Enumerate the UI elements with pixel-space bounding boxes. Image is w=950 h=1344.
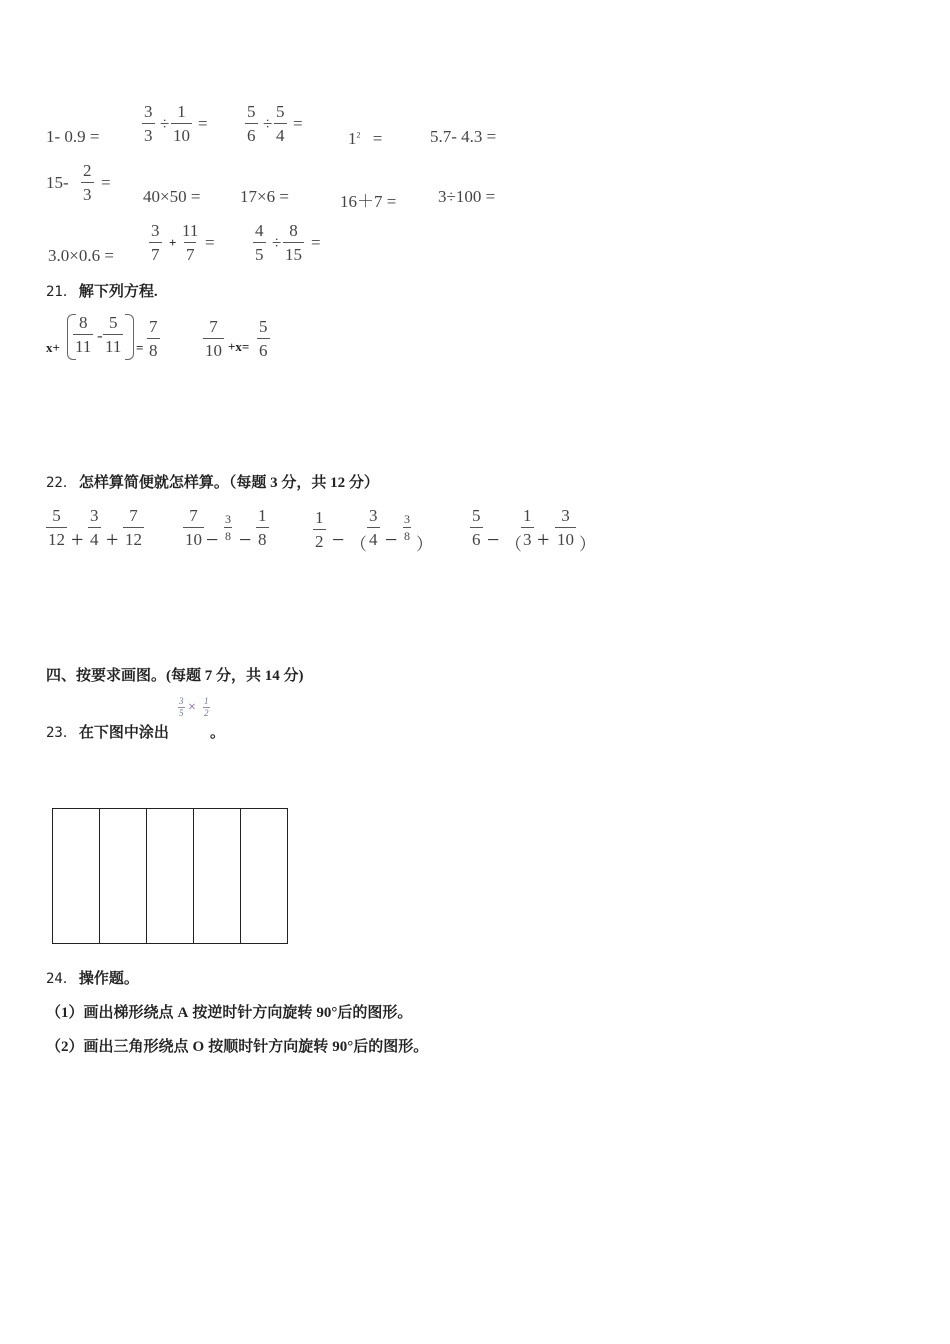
equation-prefix: x+ <box>46 340 60 355</box>
q23-heading <box>46 721 169 742</box>
left-paren: （ <box>350 535 367 554</box>
grid-cell[interactable] <box>147 809 194 943</box>
fraction-5-6: $\frac{5}{6}$ <box>259 317 268 360</box>
equals-sign: = <box>205 233 215 252</box>
question-text: 在下图中涂出 <box>78 725 169 741</box>
plus-sign: + <box>169 235 177 250</box>
fraction-5-4: $\frac{5}{4}$ <box>276 102 285 145</box>
fraction-7-8: $\frac{7}{8}$ <box>149 317 158 360</box>
q22-heading <box>46 471 379 492</box>
equals-sign: = <box>101 173 111 192</box>
q24-heading <box>46 967 139 988</box>
question-title: 操作题。 <box>78 971 139 987</box>
grid-cell[interactable] <box>241 809 287 943</box>
calc-3-div-100: 3÷100 = <box>438 187 496 206</box>
q21-heading <box>46 280 158 301</box>
fraction-1-3: $\frac{1}{3}$ <box>523 506 532 549</box>
item-prefix: （1）画出梯形绕点 <box>46 1005 174 1021</box>
question-title: 怎样算简便就怎样算。（每题 <box>78 475 267 491</box>
title-tail: 分） <box>348 475 379 491</box>
section-title: 四、按要求画图。(每题 <box>46 668 201 684</box>
angle-value: 90° <box>316 1005 338 1021</box>
minus-sign: − <box>487 527 500 552</box>
calc-3-0-times-0-6: 3.0×0.6 = <box>48 246 114 265</box>
fraction-3-4: $\frac{3}{4}$ <box>369 506 378 549</box>
fraction-3-3: $\frac{3}{3}$ <box>144 102 153 145</box>
power-base: 1 <box>348 129 357 148</box>
fraction-3-10: $\frac{3}{10}$ <box>557 506 574 549</box>
question-number: 24． <box>46 971 77 987</box>
fraction-5-6: $\frac{5}{6}$ <box>247 102 256 145</box>
sentence-end: 。 <box>210 725 226 741</box>
shading-grid[interactable] <box>52 808 288 944</box>
score-per-item: 7 <box>204 668 213 684</box>
fraction-7-12: $\frac{7}{12}$ <box>125 506 142 549</box>
fraction-5-12: $\frac{5}{12}$ <box>48 506 65 549</box>
fraction-7-10: $\frac{7}{10}$ <box>205 317 222 360</box>
fraction-2-3: $\frac{2}{3}$ <box>83 161 92 204</box>
equals-sign: = <box>311 233 321 252</box>
fraction-5-11: $\frac{5}{11}$ <box>105 313 122 356</box>
calc-17-times-6: 17×6 = <box>240 187 289 206</box>
plus-sign: + <box>537 527 550 552</box>
item-tail: 后的图形。 <box>353 1039 429 1055</box>
left-paren: （ <box>505 535 522 554</box>
question-number: 22． <box>46 475 77 491</box>
equals-sign: = <box>293 114 303 133</box>
minus-sign: − <box>332 527 345 552</box>
fraction-1-2: $\frac{1}{2}$ <box>204 696 209 718</box>
calc-1-minus-0-9: 1- 0.9 = <box>46 127 100 146</box>
score-total: 14 <box>264 668 280 684</box>
fraction-3-4: $\frac{3}{4}$ <box>90 506 99 549</box>
minus-sign: − <box>206 527 219 552</box>
minus-sign: − <box>239 527 252 552</box>
power-exponent: 2 <box>356 130 361 140</box>
item-middle: 按逆时针方向旋转 <box>192 1005 313 1021</box>
q24-item-1 <box>46 1001 412 1022</box>
title-middle: 分，共 <box>281 475 327 491</box>
grid-cell[interactable] <box>100 809 147 943</box>
calc-16-plus-7: 16＋7 = <box>340 192 397 211</box>
title-middle: 分，共 <box>216 668 262 684</box>
angle-value: 90° <box>332 1039 354 1055</box>
calc-1-squared <box>348 129 382 149</box>
times-sign: × <box>188 700 196 715</box>
title-tail: 分) <box>283 668 304 684</box>
fraction-4-5: $\frac{4}{5}$ <box>255 221 264 264</box>
score-per-item: 3 <box>270 475 278 491</box>
calc-15-minus-prefix: 15- <box>46 173 69 192</box>
minus-sign: − <box>385 527 398 552</box>
fraction-3-8: $\frac{3}{8}$ <box>225 512 231 543</box>
grid-cell[interactable] <box>194 809 241 943</box>
equals-sign: = <box>372 129 383 148</box>
divide-sign: ÷ <box>272 233 282 252</box>
plus-sign: + <box>106 527 119 552</box>
question-number: 23． <box>46 725 77 741</box>
minus-sign: - <box>97 326 103 345</box>
equation-middle: +x= <box>228 339 250 354</box>
divide-sign: ÷ <box>160 114 170 133</box>
grid-cell[interactable] <box>53 809 100 943</box>
item-prefix: （2）画出三角形绕点 <box>46 1039 189 1055</box>
fraction-1-2: $\frac{1}{2}$ <box>315 508 324 551</box>
fraction-8-11: $\frac{8}{11}$ <box>75 313 92 356</box>
right-paren: ） <box>579 535 596 554</box>
fraction-8-15: $\frac{8}{15}$ <box>285 221 302 264</box>
question-title: 解下列方程. <box>78 284 158 300</box>
q24-item-2 <box>46 1035 428 1056</box>
fraction-5-6: $\frac{5}{6}$ <box>472 506 481 549</box>
item-middle: 按顺时针方向旋转 <box>208 1039 329 1055</box>
fraction-11-7: $\frac{11}{7}$ <box>182 221 199 264</box>
fraction-7-10: $\frac{7}{10}$ <box>185 506 202 549</box>
divide-sign: ÷ <box>263 114 273 133</box>
point-label: O <box>192 1039 205 1055</box>
fraction-3-7: $\frac{3}{7}$ <box>151 221 160 264</box>
fraction-1-8: $\frac{1}{8}$ <box>258 506 267 549</box>
equals-sign: = <box>198 114 208 133</box>
point-label: A <box>177 1005 189 1021</box>
fraction-3-8: $\frac{3}{8}$ <box>404 512 410 543</box>
fraction-1-10: $\frac{1}{10}$ <box>173 102 190 145</box>
plus-sign: + <box>71 527 84 552</box>
section-4-heading <box>46 664 304 685</box>
calc-40-times-50: 40×50 = <box>143 187 201 206</box>
score-total: 12 <box>330 475 346 491</box>
equals-sign: = <box>136 340 144 355</box>
question-number: 21． <box>46 284 77 300</box>
item-tail: 后的图形。 <box>337 1005 413 1021</box>
right-paren: ） <box>416 535 433 554</box>
fraction-3-5: $\frac{3}{5}$ <box>179 696 184 718</box>
calc-5-7-minus-4-3: 5.7- 4.3 = <box>430 127 497 146</box>
right-paren <box>125 314 134 360</box>
